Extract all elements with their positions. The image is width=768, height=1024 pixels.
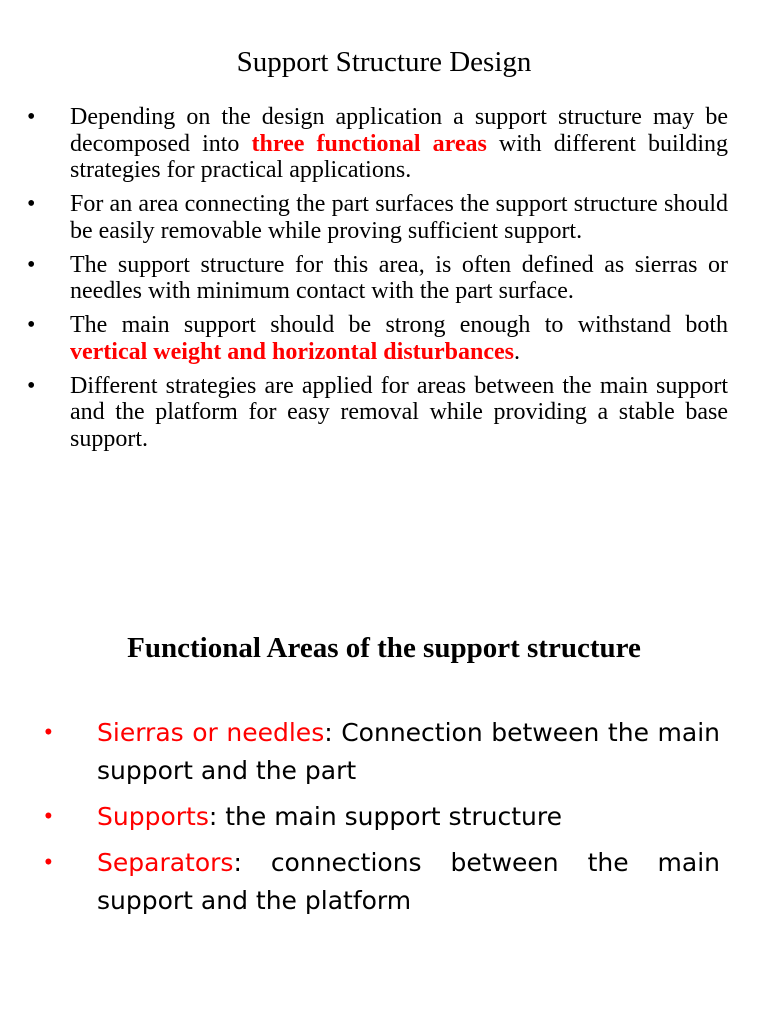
area-description: : the main support structure <box>208 802 562 831</box>
area-term: Sierras or needles <box>97 718 325 747</box>
area-term: Supports <box>97 802 209 831</box>
bullet-dot: • <box>27 312 36 338</box>
area-term: Separators <box>97 848 234 877</box>
highlight-vertical-horizontal: vertical weight and horizontal disturbances <box>70 338 514 365</box>
bullet-dot: • <box>27 104 36 130</box>
design-bullet-list <box>0 104 768 460</box>
functional-areas-heading: Functional Areas of the support structure <box>127 632 641 664</box>
highlight-three-functional-areas: three functional areas <box>251 130 487 157</box>
bullet-dot: • <box>27 191 36 217</box>
area-item-sierras <box>0 714 768 790</box>
bullet-dot: • <box>44 803 53 830</box>
bullet-item-sierras <box>0 252 768 305</box>
bullet-text: For an area connecting the part surfaces the support structure should be easily removable while proving sufficient support. <box>70 191 728 244</box>
bullet-text: Depending on the design application a support structure may be decomposed into <box>70 104 728 157</box>
functional-areas-list <box>0 714 768 928</box>
area-item-separators <box>0 844 768 920</box>
bullet-dot: • <box>27 372 36 399</box>
page-title: Support Structure Design <box>236 46 532 78</box>
bullet-item-removable <box>0 191 768 244</box>
bullet-text-tail: with different building strategies for practical applications. <box>70 130 728 183</box>
bullet-dot: • <box>44 849 53 876</box>
bullet-text: The main support should be strong enough to withstand both <box>70 312 728 338</box>
bullet-text-tail: . <box>514 338 520 365</box>
bullet-item-strategies <box>0 373 768 453</box>
bullet-item-main-support <box>0 312 768 365</box>
bullet-text: Different strategies are applied for areas between the main support and the platform for easy removal while providing a stable base support. <box>70 372 728 452</box>
area-description: : connections between the main support and the platform <box>97 848 720 915</box>
bullet-text: The support structure for this area, is often defined as sierras or needles with minimum contact with the part surface. <box>70 251 728 304</box>
bullet-dot: • <box>27 251 36 278</box>
area-description: : Connection between the main support and the part <box>97 718 721 785</box>
bullet-item-decomposition <box>0 104 768 184</box>
area-item-supports <box>0 798 768 836</box>
bullet-dot: • <box>44 719 53 746</box>
